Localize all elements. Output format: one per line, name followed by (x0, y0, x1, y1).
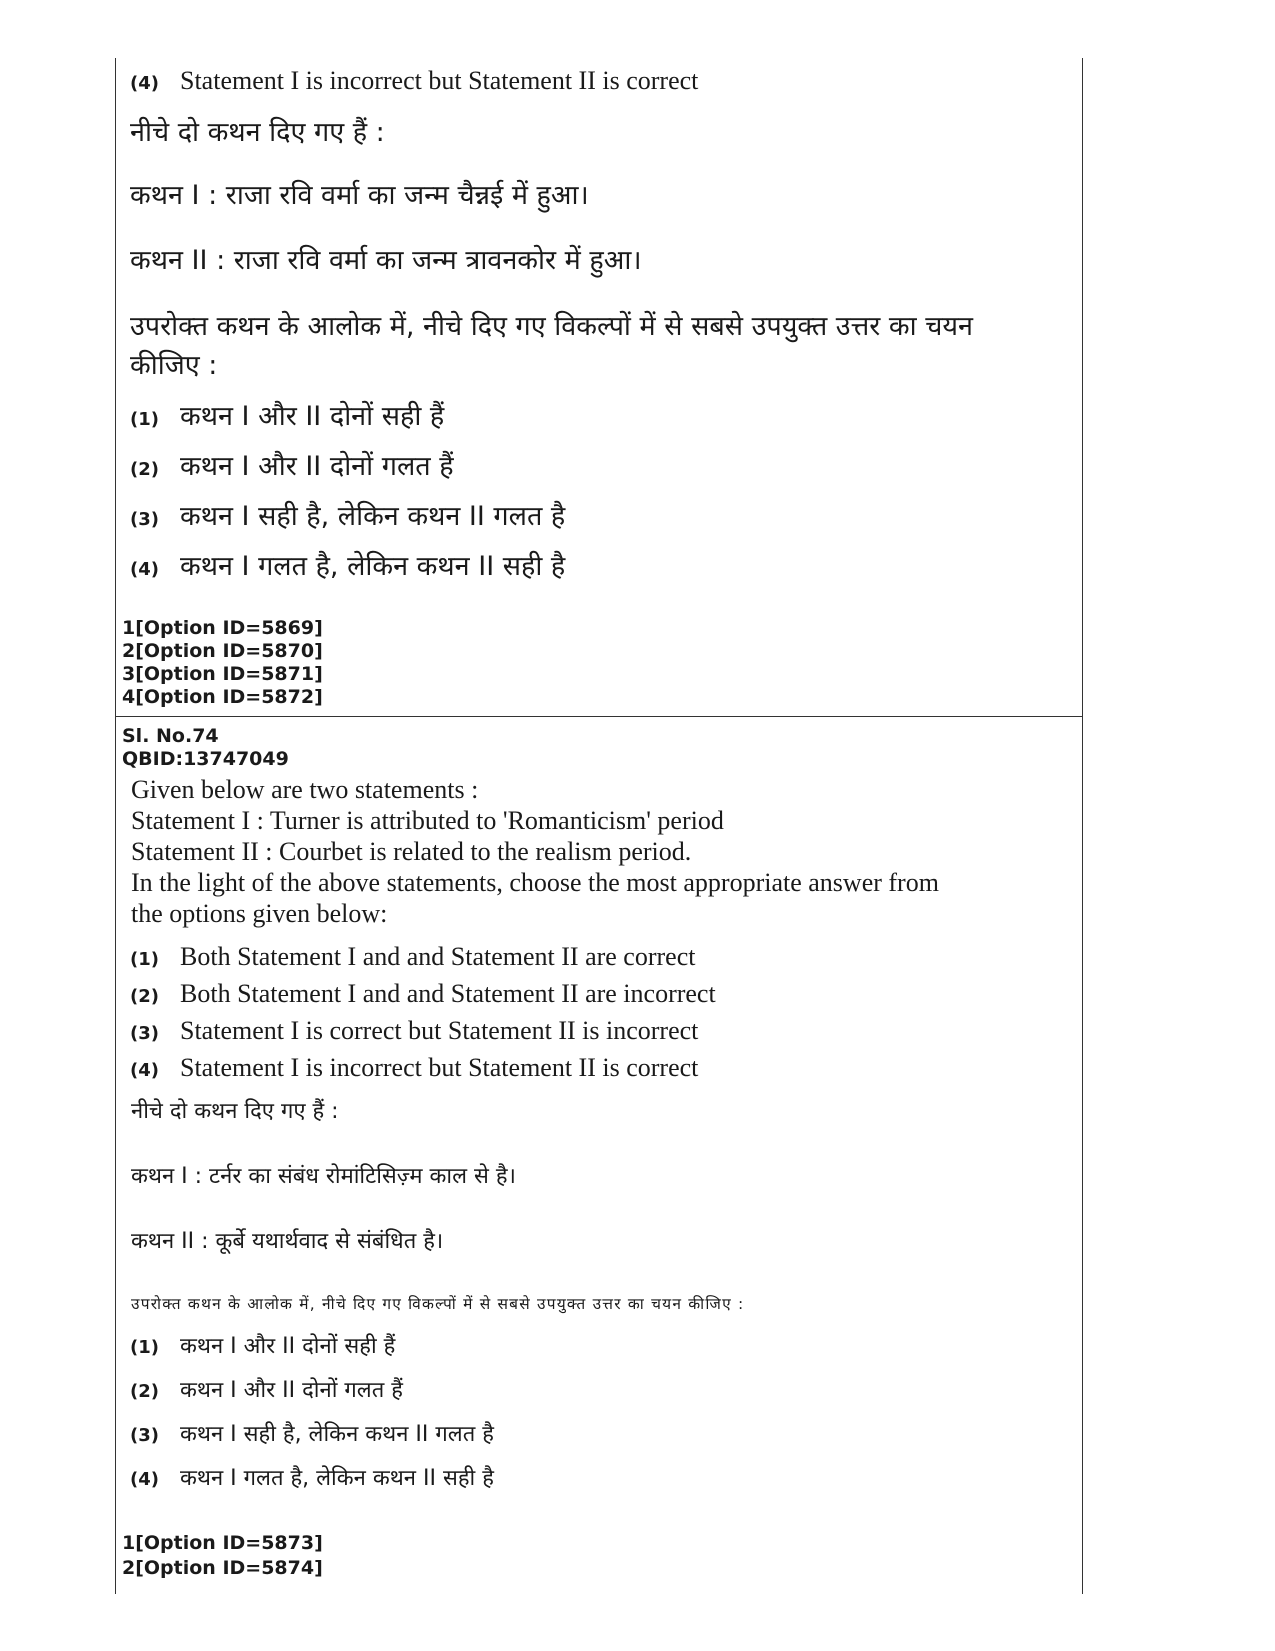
english-instruction: In the light of the above statements, choose the most appropriate answer from (131, 868, 939, 897)
option-number: (3) (130, 1023, 159, 1044)
option-text: कथन I सही है, लेकिन कथन II गलत है (180, 1422, 494, 1447)
hindi-option-2 (130, 1374, 403, 1404)
serial-number: Sl. No.74 (122, 725, 219, 747)
hindi-instruction-cont: कीजिए : (130, 350, 218, 381)
english-option-4 (130, 1053, 698, 1083)
hindi-statement-2: कथन II : कूर्बे यथार्थवाद से संबंधित है। (131, 1229, 444, 1254)
option-number: (4) (130, 73, 159, 94)
option-id-2: 2[Option ID=5874] (122, 1557, 323, 1579)
option-number: (1) (130, 949, 159, 970)
english-statement-2: Statement II : Courbet is related to the realism period. (131, 837, 692, 866)
option-text: Both Statement I and and Statement II are incorrect (180, 979, 716, 1008)
option-id-1: 1[Option ID=5869] (122, 617, 323, 639)
hindi-option-3 (130, 496, 565, 533)
option-number: (3) (130, 509, 159, 530)
hindi-intro: नीचे दो कथन दिए गए हैं : (131, 1099, 339, 1124)
option-text: कथन I सही है, लेकिन कथन II गलत है (180, 501, 566, 532)
option-id-3: 3[Option ID=5871] (122, 663, 323, 685)
hindi-option-3 (130, 1418, 494, 1448)
english-instruction-cont: the options given below: (131, 899, 388, 928)
option-text: Both Statement I and and Statement II are correct (180, 942, 696, 971)
option-text: Statement I is incorrect but Statement II is correct (180, 1053, 699, 1082)
option-text: कथन I गलत है, लेकिन कथन II सही है (180, 1466, 494, 1491)
hindi-intro: नीचे दो कथन दिए गए हैं : (130, 117, 385, 148)
english-option-1 (130, 942, 695, 972)
option-text: कथन I और II दोनों गलत हैं (180, 451, 454, 482)
english-statement-1: Statement I : Turner is attributed to 'Romanticism' period (131, 806, 724, 835)
option-number: (4) (130, 1060, 159, 1081)
option-text: कथन I और II दोनों सही हैं (180, 1334, 396, 1359)
hindi-option-2 (130, 446, 454, 483)
hindi-statement-2: कथन II : राजा रवि वर्मा का जन्म त्रावनकोर में हुआ। (130, 245, 642, 276)
option-number: (2) (130, 1381, 159, 1402)
question-bank-id: QBID:13747049 (122, 748, 289, 770)
option-text: Statement I is incorrect but Statement II is correct (180, 66, 699, 95)
hindi-instruction: उपरोक्त कथन के आलोक में, नीचे दिए गए विकल्पों में से सबसे उपयुक्त उत्तर का चयन कीजिए : (131, 1295, 745, 1313)
english-intro: Given below are two statements : (131, 775, 479, 804)
option-id-2: 2[Option ID=5870] (122, 640, 323, 662)
option-text: कथन I और II दोनों सही हैं (180, 401, 445, 432)
hindi-option-4 (130, 1462, 494, 1492)
option-number: (2) (130, 986, 159, 1007)
option-number: (1) (130, 409, 159, 430)
option-text: Statement I is correct but Statement II is incorrect (180, 1016, 699, 1045)
option-number: (4) (130, 1469, 159, 1490)
hindi-statement-1: कथन I : टर्नर का संबंध रोमांटिसिज़्म काल से है। (131, 1164, 516, 1189)
option-number: (2) (130, 459, 159, 480)
hindi-instruction: उपरोक्त कथन के आलोक में, नीचे दिए गए विकल्पों में से सबसे उपयुक्त उत्तर का चयन (130, 311, 973, 342)
option-text: कथन I गलत है, लेकिन कथन II सही है (180, 551, 566, 582)
option-id-1: 1[Option ID=5873] (122, 1532, 323, 1554)
option-text: कथन I और II दोनों गलत हैं (180, 1378, 403, 1403)
hindi-option-4 (130, 546, 565, 583)
english-option-3 (130, 1016, 698, 1046)
prev-option-4 (130, 66, 698, 96)
hindi-option-1 (130, 1330, 395, 1360)
english-option-2 (130, 979, 716, 1009)
question-divider (115, 716, 1083, 717)
option-number: (1) (130, 1337, 159, 1358)
hindi-statement-1: कथन I : राजा रवि वर्मा का जन्म चैन्नई में हुआ। (130, 180, 589, 211)
option-id-4: 4[Option ID=5872] (122, 686, 323, 708)
hindi-option-1 (130, 396, 444, 433)
option-number: (4) (130, 559, 159, 580)
option-number: (3) (130, 1425, 159, 1446)
